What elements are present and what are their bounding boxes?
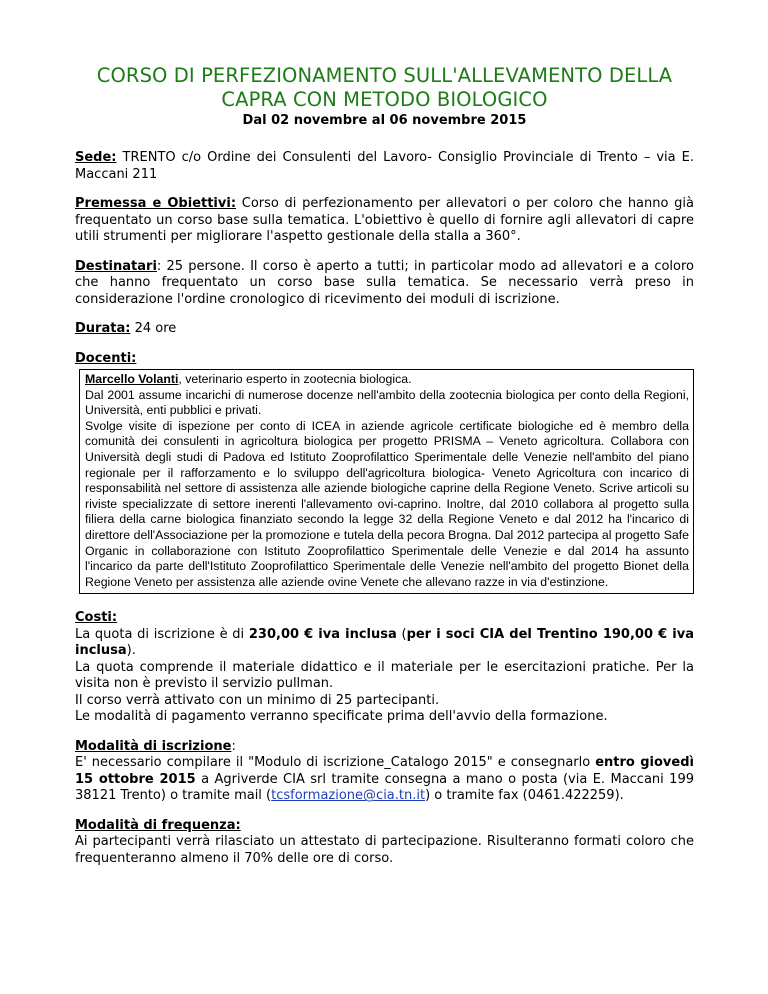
durata-label: Durata: — [75, 321, 131, 336]
document-page — [75, 64, 694, 880]
docenti-label: Docenti: — [75, 350, 137, 366]
destinatari-section — [75, 259, 694, 309]
sede-section — [75, 150, 694, 183]
docente-bio-1: Dal 2001 assume incarichi di numerose docenze nell'ambito della zootecnia biologica per conto della Regioni, Università, enti pubblici e privati. — [85, 387, 689, 418]
costi-line-2: La quota comprende il materiale didattico e il materiale per le esercitazioni pratiche. Per la visita non è previsto il servizio pullman. — [75, 659, 694, 692]
costi-line-1 — [75, 627, 694, 660]
docente-role: , veterinario esperto in zootecnia biologica. — [178, 372, 412, 386]
docenti-box — [79, 369, 694, 594]
course-title — [75, 64, 694, 112]
costi-paren-open: ( — [396, 626, 407, 642]
iscrizione-text-3: ) o tramite fax (0461.422259). — [425, 788, 624, 804]
costi-intro: La quota di iscrizione è di — [75, 626, 249, 642]
iscrizione-label: Modalità di iscrizione — [75, 738, 232, 754]
costi-line-4: Le modalità di pagamento verranno specificate prima dell'avvio della formazione. — [75, 709, 608, 725]
iscrizione-text-2: a Agriverde CIA srl tramite consegna a mano o posta (via E. Maccani 199 38121 Trento) o tramite mail ( — [75, 771, 694, 804]
costi-label: Costi: — [75, 610, 118, 626]
docente-name: Marcello Volanti — [85, 372, 179, 386]
premessa-label: Premessa e Obiettivi: — [75, 196, 237, 211]
sede-text: TRENTO c/o Ordine dei Consulenti del Lavoro- Consiglio Provinciale di Trento – via E. Maccani 211 — [75, 150, 694, 182]
premessa-section — [75, 196, 694, 246]
iscrizione-section — [75, 739, 694, 805]
docenti-section — [75, 351, 694, 595]
title-line-2: CAPRA CON METODO BIOLOGICO — [221, 88, 548, 111]
costi-section — [75, 610, 694, 726]
costi-line-3: Il corso verrà attivato con un minimo di 25 partecipanti. — [75, 692, 440, 708]
sede-label: Sede: — [75, 150, 117, 165]
iscrizione-deadline: entro giovedì 15 ottobre 2015 — [75, 755, 694, 787]
costi-price: 230,00 € iva inclusa — [248, 626, 397, 642]
iscrizione-text — [75, 755, 694, 805]
durata-text: 24 ore — [134, 321, 177, 336]
iscrizione-colon: : — [231, 738, 236, 754]
title-line-1: CORSO DI PERFEZIONAMENTO SULL'ALLEVAMENTO DELLA — [96, 64, 673, 87]
costi-soci-price: per i soci CIA del Trentino 190,00 € iva inclusa — [75, 626, 694, 659]
email-link[interactable]: tcsformazione@cia.tn.it — [271, 788, 426, 804]
iscrizione-text-1: E' necessario compilare il "Modulo di iscrizione_Catalogo 2015" e consegnarlo — [75, 755, 596, 771]
premessa-text: Corso di perfezionamento per allevatori o per coloro che hanno già frequentato un corso base sulla tematica. L'obiettivo è quello di fornire agli allevatori di capre utili strumenti per migliorare l'aspetto gestionale della stalla a 360°. — [75, 196, 694, 244]
destinatari-text: : 25 persone. Il corso è aperto a tutti; in particolar modo ad allevatori e a coloro che hanno frequentato un corso base sulla tematica. Se necessario verrà preso in considerazione l'ordine cronologico di ricevimento dei moduli di iscrizione. — [75, 258, 694, 307]
frequenza-label: Modalità di frequenza: — [75, 817, 241, 833]
frequenza-text: Ai partecipanti verrà rilasciato un attestato di partecipazione. Risulteranno formati coloro che frequenteranno almeno il 70% delle ore di corso. — [75, 834, 694, 866]
frequenza-section — [75, 818, 694, 868]
costi-paren-close: ). — [126, 643, 136, 659]
course-dates: Dal 02 novembre al 06 novembre 2015 — [242, 113, 527, 128]
durata-section — [75, 321, 694, 338]
docente-bio-2: Svolge visite di ispezione per conto di ICEA in aziende agricole certificate biologiche ed è membro della comunità dei consulenti in agricoltura biologica per progetto PRISMA – Veneto agricoltura. Collabora con Università degli studi di Padova ed Istituto Zooprofilattico Sperimentale delle Venezie nell'ambito del piano regionale per il rafforzamento e lo sviluppo dell'agricoltura biologica- Veneto Agricoltura con incarico di responsabilità nel settore di assistenza alle aziende biologiche caprine della Regione Veneto. Scrive articoli su riviste specializzate di settore inerenti l'allevamento ovi-caprino. Inoltre, dal 2010 collabora al progetto sulla filiera della carne biologica finanziato secondo la legge 32 della Regione Veneto e dal 2012 ha l'incarico di direttore dell'Associazione per la promozione e tutela della pecora Brogna. Dal 2012 partecipa al progetto Safe Organic in collaborazione con Istituto Zooprofilattico Sperimentale delle Venezie e dal 2014 ha assunto l'incarico da parte dell'Istituto Zooprofilattico Sperimentale delle Venezie nell'ambito del progetto Bionet della Regione Veneto per assistenza alle aziende ovine Venete che allevano razze in via d'estinzione. — [85, 418, 689, 589]
destinatari-label: Destinatari — [75, 258, 157, 274]
